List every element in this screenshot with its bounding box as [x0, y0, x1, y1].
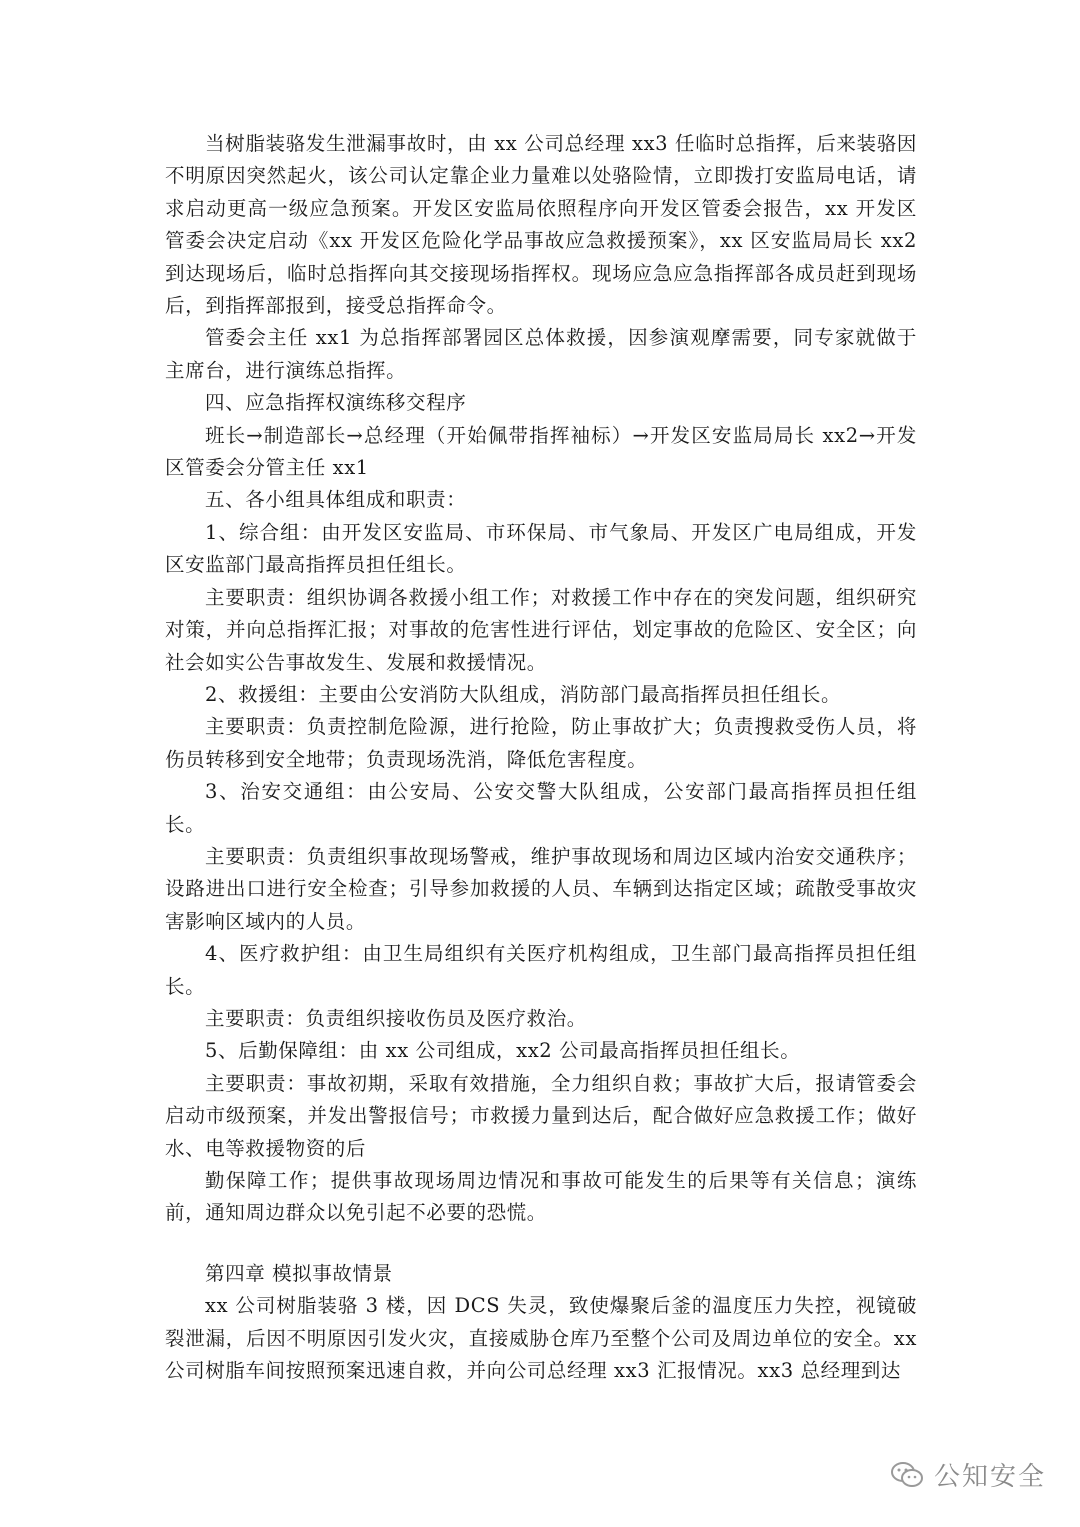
document-body: [165, 128, 917, 1387]
section-heading-handover: 四、应急指挥权演练移交程序: [205, 391, 467, 415]
paragraph-group-medical: 4、医疗救护组：由卫生局组织有关医疗机构组成，卫生部门最高指挥员担任组长。: [165, 942, 917, 998]
paragraph-duties-logistics-cont: 勤保障工作；提供事故现场周边情况和事故可能发生的后果等有关信息；演练前，通知周边群众以免引起不必要的恐慌。: [165, 1169, 917, 1225]
watermark: [890, 1456, 1046, 1493]
paragraph-duties-general: 主要职责：组织协调各救援小组工作；对救援工作中存在的突发问题，组织研究对策，并向总指挥汇报；对事故的危害性进行评估，划定事故的危险区、安全区；向社会如实公告事故发生、发展和救援情况。: [165, 585, 917, 674]
paragraph-group-general: 1、综合组：由开发区安监局、市环保局、市气象局、开发区广电局组成，开发区安监部门最高指挥员担任组长。: [165, 520, 917, 577]
chapter-title: 第四章 模拟事故情景: [205, 1261, 393, 1285]
paragraph-duties-logistics: 主要职责：事故初期，采取有效措施，全力组织自救；事故扩大后，报请管委会启动市级预案，并发出警报信号；市救援力量到达后，配合做好应急救援工作；做好水、电等救援物资的后: [165, 1071, 917, 1160]
paragraph-group-logistics: 5、后勤保障组：由 xx 公司组成，xx2 公司最高指挥员担任组长。: [205, 1039, 801, 1063]
paragraph-group-rescue: 2、救援组：主要由公安消防大队组成，消防部门最高指挥员担任组长。: [205, 682, 842, 706]
paragraph-commander: 管委会主任 xx1 为总指挥部署园区总体救援，因参演观摩需要，同专家就做于主席台，进行演练总指挥。: [165, 326, 917, 382]
section-heading-groups: 五、各小组具体组成和职责：: [205, 488, 467, 512]
paragraph-scenario: xx 公司树脂装骆 3 楼，因 DCS 失灵，致使爆聚后釜的温度压力失控，视镜破裂泄漏，后因不明原因引发火灾，直接威胁仓库乃至整个公司及周边单位的安全。xx 公司树脂车间按照预案迅速自救，并向公司总经理 xx3 汇报情况。xx3 总经理到达: [165, 1294, 917, 1383]
paragraph-duties-traffic: 主要职责：负责组织事故现场警戒，维护事故现场和周边区域内治安交通秩序；设路进出口进行安全检查；引导参加救援的人员、车辆到达指定区域；疏散受事故灾害影响区域内的人员。: [165, 844, 917, 933]
wechat-icon: [890, 1460, 924, 1490]
paragraph-leak-incident: 当树脂装骆发生泄漏事故时，由 xx 公司总经理 xx3 任临时总指挥，后来装骆因不明原因突然起火，该公司认定靠企业力量难以处骆险情，立即拨打安监局电话，请求启动更高一级应急预案。开发区安监局依照程序向开发区管委会报告，xx 开发区管委会决定启动《xx 开发区危险化学品事故应急救援预案》，xx 区安监局局长 xx2 到达现场后，临时总指挥向其交接现场指挥权。现场应急应急指挥部各成员赶到现场后，到指挥部报到，接受总指挥命令。: [165, 132, 917, 318]
paragraph-duties-medical: 主要职责：负责组织接收伤员及医疗救治。: [205, 1006, 587, 1030]
paragraph-group-traffic: 3、治安交通组：由公安局、公安交警大队组成，公安部门最高指挥员担任组长。: [165, 780, 917, 836]
paragraph-duties-rescue: 主要职责：负责控制危险源，进行抢险，防止事故扩大；负责搜救受伤人员，将伤员转移到安全地带；负责现场洗消，降低危害程度。: [165, 715, 917, 771]
watermark-text: 公知安全: [933, 1462, 1046, 1492]
paragraph-handover-chain: 班长→制造部长→总经理（开始佩带指挥袖标）→开发区安监局局长 xx2→开发区管委会分管主任 xx1: [165, 423, 917, 480]
